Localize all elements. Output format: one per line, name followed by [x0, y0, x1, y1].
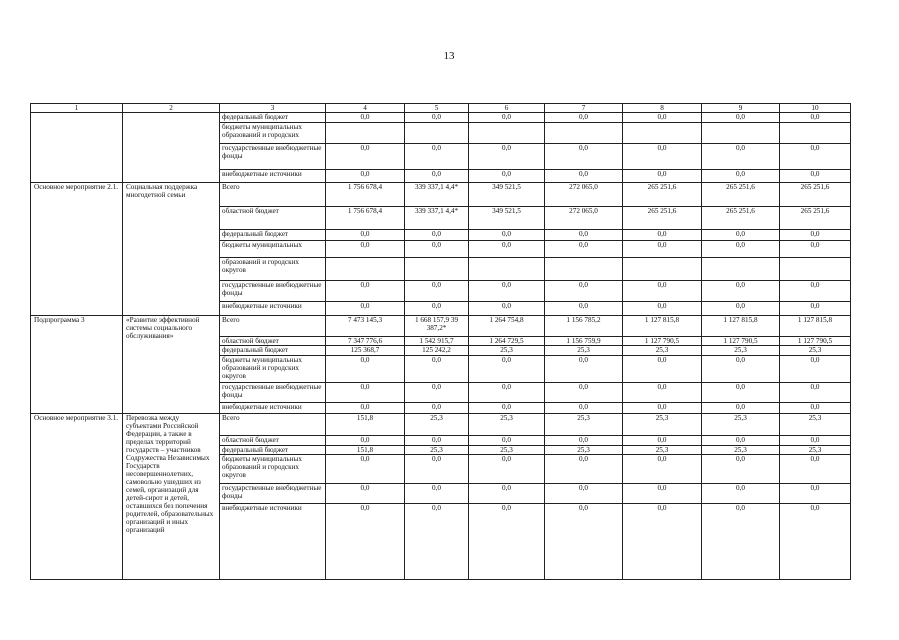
value-cell-col-10: 1 127 815,8: [780, 316, 851, 337]
funding-source-cell: областной бюджет: [220, 207, 326, 230]
value-cell-col-8: 1 127 815,8: [623, 316, 702, 337]
value-cell-col-6: 0,0: [469, 484, 545, 504]
value-cell-col-10: 0,0: [780, 504, 851, 580]
value-cell-col-10: 0,0: [780, 170, 851, 183]
value-cell-col-10: 25,3: [780, 414, 851, 436]
value-cell-col-6: 0,0: [469, 281, 545, 302]
value-cell-col-5: 339 337,1 4,4*: [405, 183, 469, 207]
column-header-10: 10: [780, 104, 851, 113]
value-cell-col-10: 0,0: [780, 436, 851, 446]
value-cell-col-5: 0,0: [405, 281, 469, 302]
value-cell-col-8: 0,0: [623, 302, 702, 316]
value-cell-col-8: 0,0: [623, 436, 702, 446]
value-cell-col-7: 25,3: [545, 414, 623, 436]
value-cell-col-8: 0,0: [623, 230, 702, 241]
funding-source-cell: государственные внебюджетные фонды: [220, 281, 326, 302]
value-cell-col-5: 0,0: [405, 144, 469, 170]
value-cell-col-9: 0,0: [702, 403, 780, 414]
column-header-6: 6: [469, 104, 545, 113]
value-cell-col-10: 0,0: [780, 484, 851, 504]
measure-name-cell: Подпрограмма 3: [31, 316, 123, 414]
value-cell-col-8: 0,0: [623, 383, 702, 403]
value-cell-col-5: [405, 258, 469, 281]
value-cell-col-10: 265 251,6: [780, 183, 851, 207]
value-cell-col-4: [326, 258, 405, 281]
value-cell-col-9: 1 127 815,8: [702, 316, 780, 337]
value-cell-col-10: 0,0: [780, 383, 851, 403]
value-cell-col-5: 25,3: [405, 414, 469, 436]
measure-name-cell: Основное мероприятие 3.1.: [31, 414, 123, 580]
value-cell-col-9: [702, 258, 780, 281]
value-cell-col-9: 25,3: [702, 414, 780, 436]
value-cell-col-7: 0,0: [545, 144, 623, 170]
value-cell-col-5: 339 337,1 4,4*: [405, 207, 469, 230]
value-cell-col-7: 0,0: [545, 436, 623, 446]
measure-description-cell: Перевозка между субъектами Российской Федерации, а также в пределах территорий государств – участников Содружества Независимых Государств несовершеннолетних, самовольно ушедших из семей, организаций для детей-сирот и детей, оставшихся без попечения родителей, образовательных организаций и иных организаций: [123, 414, 220, 580]
value-cell-col-8: 0,0: [623, 113, 702, 123]
measure-description-cell: «Развитие эффективной системы социального обслуживания»: [123, 316, 220, 414]
value-cell-col-5: 0,0: [405, 484, 469, 504]
measure-description-cell: [123, 113, 220, 183]
value-cell-col-4: 151,8: [326, 414, 405, 436]
value-cell-col-8: [623, 258, 702, 281]
funding-source-cell: Всего: [220, 414, 326, 436]
column-header-7: 7: [545, 104, 623, 113]
funding-source-cell: государственные внебюджетные фонды: [220, 144, 326, 170]
column-header-3: 3: [220, 104, 326, 113]
value-cell-col-4: 1 756 678,4: [326, 207, 405, 230]
value-cell-col-8: 0,0: [623, 356, 702, 383]
value-cell-col-4: 7 473 145,3: [326, 316, 405, 337]
value-cell-col-7: 0,0: [545, 113, 623, 123]
value-cell-col-5: [405, 123, 469, 144]
table-row: [31, 113, 851, 123]
value-cell-col-6: 0,0: [469, 436, 545, 446]
value-cell-col-6: 0,0: [469, 113, 545, 123]
value-cell-col-9: 0,0: [702, 356, 780, 383]
value-cell-col-7: 0,0: [545, 230, 623, 241]
value-cell-col-7: 1 156 785,2: [545, 316, 623, 337]
value-cell-col-5: 0,0: [405, 455, 469, 484]
value-cell-col-5: 0,0: [405, 113, 469, 123]
value-cell-col-8: 0,0: [623, 403, 702, 414]
funding-source-cell: внебюджетные источники: [220, 504, 326, 580]
value-cell-col-7: 25,3: [545, 346, 623, 356]
value-cell-col-5: 0,0: [405, 436, 469, 446]
value-cell-col-10: [780, 123, 851, 144]
value-cell-col-4: 0,0: [326, 403, 405, 414]
value-cell-col-8: 265 251,6: [623, 207, 702, 230]
value-cell-col-8: 0,0: [623, 455, 702, 484]
value-cell-col-7: 272 065,0: [545, 207, 623, 230]
value-cell-col-8: 0,0: [623, 281, 702, 302]
value-cell-col-9: 0,0: [702, 302, 780, 316]
value-cell-col-6: 25,3: [469, 446, 545, 455]
funding-source-cell: бюджеты муниципальных: [220, 241, 326, 258]
value-cell-col-7: 0,0: [545, 241, 623, 258]
value-cell-col-9: 0,0: [702, 281, 780, 302]
value-cell-col-9: 265 251,6: [702, 183, 780, 207]
value-cell-col-6: 0,0: [469, 504, 545, 580]
value-cell-col-6: 0,0: [469, 241, 545, 258]
funding-source-cell: областной бюджет: [220, 436, 326, 446]
value-cell-col-8: 265 251,6: [623, 183, 702, 207]
value-cell-col-5: 25,3: [405, 446, 469, 455]
value-cell-col-8: 0,0: [623, 484, 702, 504]
value-cell-col-9: 0,0: [702, 230, 780, 241]
value-cell-col-8: 0,0: [623, 241, 702, 258]
value-cell-col-8: 0,0: [623, 144, 702, 170]
value-cell-col-6: 0,0: [469, 356, 545, 383]
value-cell-col-10: 0,0: [780, 356, 851, 383]
funding-source-cell: бюджеты муниципальных образований и городских: [220, 123, 326, 144]
measure-name-cell: Основное мероприятие 2.1.: [31, 183, 123, 316]
measure-name-cell: [31, 113, 123, 183]
column-header-8: 8: [623, 104, 702, 113]
value-cell-col-9: 0,0: [702, 383, 780, 403]
value-cell-col-4: 0,0: [326, 356, 405, 383]
column-header-9: 9: [702, 104, 780, 113]
value-cell-col-9: [702, 123, 780, 144]
column-header-2: 2: [123, 104, 220, 113]
value-cell-col-5: 0,0: [405, 356, 469, 383]
table-row: [31, 316, 851, 337]
value-cell-col-9: 0,0: [702, 241, 780, 258]
funding-source-cell: образований и городских округов: [220, 258, 326, 281]
value-cell-col-4: 0,0: [326, 383, 405, 403]
column-header-1: 1: [31, 104, 123, 113]
column-header-5: 5: [405, 104, 469, 113]
value-cell-col-10: 265 251,6: [780, 207, 851, 230]
funding-source-cell: государственные внебюджетные фонды: [220, 484, 326, 504]
value-cell-col-6: [469, 123, 545, 144]
funding-source-cell: внебюджетные источники: [220, 403, 326, 414]
value-cell-col-4: 0,0: [326, 436, 405, 446]
funding-source-cell: государственные внебюджетные фонды: [220, 383, 326, 403]
value-cell-col-7: 0,0: [545, 403, 623, 414]
value-cell-col-6: 349 521,5: [469, 183, 545, 207]
value-cell-col-8: [623, 123, 702, 144]
funding-source-cell: федеральный бюджет: [220, 113, 326, 123]
value-cell-col-6: [469, 258, 545, 281]
value-cell-col-9: 0,0: [702, 144, 780, 170]
value-cell-col-7: 0,0: [545, 383, 623, 403]
funding-source-cell: Всего: [220, 183, 326, 207]
value-cell-col-7: 0,0: [545, 455, 623, 484]
value-cell-col-6: 0,0: [469, 403, 545, 414]
value-cell-col-7: 25,3: [545, 446, 623, 455]
value-cell-col-6: 25,3: [469, 414, 545, 436]
value-cell-col-5: 0,0: [405, 504, 469, 580]
value-cell-col-4: 7 347 776,6: [326, 337, 405, 346]
value-cell-col-7: 0,0: [545, 484, 623, 504]
column-header-4: 4: [326, 104, 405, 113]
value-cell-col-10: 25,3: [780, 446, 851, 455]
value-cell-col-4: 0,0: [326, 504, 405, 580]
value-cell-col-5: 0,0: [405, 170, 469, 183]
value-cell-col-10: 0,0: [780, 302, 851, 316]
funding-source-cell: федеральный бюджет: [220, 230, 326, 241]
value-cell-col-7: 0,0: [545, 170, 623, 183]
value-cell-col-10: 0,0: [780, 144, 851, 170]
value-cell-col-8: 25,3: [623, 446, 702, 455]
value-cell-col-7: 0,0: [545, 356, 623, 383]
value-cell-col-10: 25,3: [780, 346, 851, 356]
funding-source-cell: внебюджетные источники: [220, 170, 326, 183]
value-cell-col-4: 1 756 678,4: [326, 183, 405, 207]
value-cell-col-8: 0,0: [623, 504, 702, 580]
table-row: [31, 183, 851, 207]
value-cell-col-7: 0,0: [545, 281, 623, 302]
value-cell-col-7: [545, 258, 623, 281]
value-cell-col-9: 25,3: [702, 346, 780, 356]
value-cell-col-4: [326, 123, 405, 144]
value-cell-col-10: 0,0: [780, 230, 851, 241]
funding-source-cell: Всего: [220, 316, 326, 337]
value-cell-col-5: 1 542 915,7: [405, 337, 469, 346]
funding-source-cell: бюджеты муниципальных образований и городских округов: [220, 356, 326, 383]
value-cell-col-10: 0,0: [780, 455, 851, 484]
value-cell-col-6: 1 264 729,5: [469, 337, 545, 346]
value-cell-col-10: 0,0: [780, 113, 851, 123]
funding-source-cell: федеральный бюджет: [220, 346, 326, 356]
value-cell-col-5: 0,0: [405, 241, 469, 258]
value-cell-col-6: 1 264 754,8: [469, 316, 545, 337]
value-cell-col-10: [780, 258, 851, 281]
value-cell-col-9: 0,0: [702, 504, 780, 580]
value-cell-col-5: 0,0: [405, 302, 469, 316]
value-cell-col-4: 0,0: [326, 241, 405, 258]
value-cell-col-7: 0,0: [545, 504, 623, 580]
value-cell-col-6: 0,0: [469, 383, 545, 403]
value-cell-col-4: 125 368,7: [326, 346, 405, 356]
value-cell-col-9: 25,3: [702, 446, 780, 455]
value-cell-col-7: 0,0: [545, 302, 623, 316]
value-cell-col-5: 0,0: [405, 403, 469, 414]
value-cell-col-8: 25,3: [623, 346, 702, 356]
value-cell-col-6: 0,0: [469, 144, 545, 170]
value-cell-col-9: 0,0: [702, 484, 780, 504]
budget-table: [30, 103, 851, 580]
value-cell-col-4: 0,0: [326, 302, 405, 316]
value-cell-col-8: 25,3: [623, 414, 702, 436]
value-cell-col-6: 25,3: [469, 346, 545, 356]
value-cell-col-6: 0,0: [469, 230, 545, 241]
funding-source-cell: внебюджетные источники: [220, 302, 326, 316]
value-cell-col-4: 151,8: [326, 446, 405, 455]
value-cell-col-9: 0,0: [702, 455, 780, 484]
value-cell-col-6: 349 521,5: [469, 207, 545, 230]
value-cell-col-7: 272 065,0: [545, 183, 623, 207]
value-cell-col-7: 1 156 759,9: [545, 337, 623, 346]
value-cell-col-4: 0,0: [326, 484, 405, 504]
value-cell-col-8: 0,0: [623, 170, 702, 183]
value-cell-col-9: 0,0: [702, 170, 780, 183]
value-cell-col-4: 0,0: [326, 144, 405, 170]
value-cell-col-5: 0,0: [405, 383, 469, 403]
value-cell-col-7: [545, 123, 623, 144]
value-cell-col-6: 0,0: [469, 302, 545, 316]
funding-source-cell: бюджеты муниципальных образований и городских округов: [220, 455, 326, 484]
funding-source-cell: федеральный бюджет: [220, 446, 326, 455]
value-cell-col-4: 0,0: [326, 230, 405, 241]
value-cell-col-4: 0,0: [326, 281, 405, 302]
value-cell-col-4: 0,0: [326, 455, 405, 484]
value-cell-col-9: 0,0: [702, 436, 780, 446]
value-cell-col-4: 0,0: [326, 170, 405, 183]
value-cell-col-9: 0,0: [702, 113, 780, 123]
table-row: [31, 414, 851, 436]
page-number: 13: [443, 50, 455, 62]
value-cell-col-4: 0,0: [326, 113, 405, 123]
header-row: [31, 104, 851, 113]
measure-description-cell: Социальная поддержка многодетной семьи: [123, 183, 220, 316]
value-cell-col-9: 1 127 790,5: [702, 337, 780, 346]
value-cell-col-8: 1 127 790,5: [623, 337, 702, 346]
value-cell-col-10: 0,0: [780, 403, 851, 414]
funding-source-cell: областной бюджет: [220, 337, 326, 346]
value-cell-col-5: 0,0: [405, 230, 469, 241]
value-cell-col-10: 0,0: [780, 241, 851, 258]
value-cell-col-6: 0,0: [469, 455, 545, 484]
value-cell-col-6: 0,0: [469, 170, 545, 183]
value-cell-col-5: 1 668 157,9 39 387,2*: [405, 316, 469, 337]
value-cell-col-5: 125 242,2: [405, 346, 469, 356]
value-cell-col-10: 0,0: [780, 281, 851, 302]
value-cell-col-9: 265 251,6: [702, 207, 780, 230]
value-cell-col-10: 1 127 790,5: [780, 337, 851, 346]
